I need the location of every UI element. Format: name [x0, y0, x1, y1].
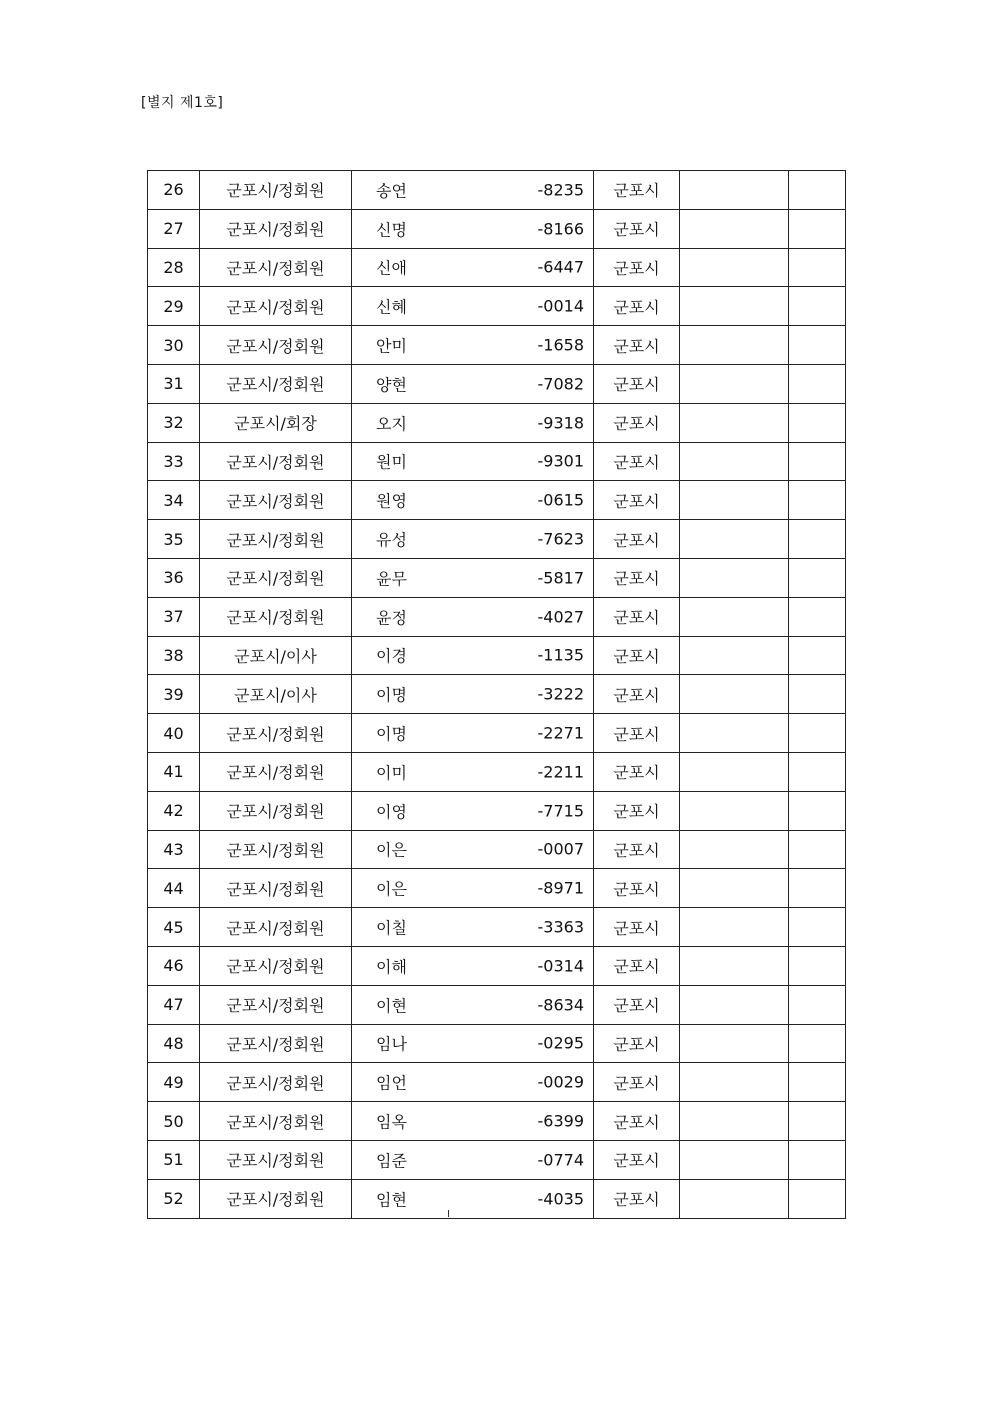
row-empty-cell [789, 1140, 846, 1179]
row-empty-cell [680, 830, 789, 869]
row-affiliation: 군포시/정회원 [200, 752, 352, 791]
table-row [148, 558, 846, 597]
table-row [148, 171, 846, 210]
row-phone: -7082 [537, 374, 584, 394]
row-name-phone-cell [352, 1102, 594, 1141]
table-row [148, 520, 846, 559]
row-affiliation: 군포시/정회원 [200, 171, 352, 210]
row-phone: -8971 [537, 878, 584, 898]
row-number: 33 [148, 442, 200, 481]
table-edge-mark [448, 1210, 449, 1217]
row-name: 이영 [376, 802, 407, 822]
row-empty-cell [680, 1140, 789, 1179]
row-name: 송연 [376, 181, 407, 201]
table-row [148, 1179, 846, 1218]
row-empty-cell [680, 171, 789, 210]
table-row [148, 714, 846, 753]
row-city: 군포시 [594, 869, 680, 908]
row-city: 군포시 [594, 597, 680, 636]
row-empty-cell [789, 1024, 846, 1063]
row-empty-cell [789, 209, 846, 248]
row-number: 29 [148, 287, 200, 326]
row-phone: -8166 [537, 219, 584, 239]
member-roster-table [147, 170, 846, 1219]
row-name-phone-cell [352, 908, 594, 947]
redaction-mask [411, 1102, 535, 1141]
row-number: 27 [148, 209, 200, 248]
row-name-phone-cell [352, 714, 594, 753]
row-name-phone-cell [352, 869, 594, 908]
row-name-phone-cell [352, 442, 594, 481]
row-name: 이명 [376, 724, 407, 744]
redaction-mask [411, 597, 535, 636]
row-name: 임현 [376, 1190, 407, 1210]
row-empty-cell [789, 442, 846, 481]
row-affiliation: 군포시/정회원 [200, 597, 352, 636]
table-row [148, 364, 846, 403]
row-name-phone-cell [352, 1063, 594, 1102]
row-name-phone-cell [352, 248, 594, 287]
table-row [148, 481, 846, 520]
row-empty-cell [680, 714, 789, 753]
row-name: 임준 [376, 1151, 407, 1171]
row-affiliation: 군포시/정회원 [200, 364, 352, 403]
row-empty-cell [789, 908, 846, 947]
row-phone: -7715 [537, 801, 584, 821]
row-city: 군포시 [594, 364, 680, 403]
row-phone: -4035 [537, 1189, 584, 1209]
table-row [148, 442, 846, 481]
row-empty-cell [680, 752, 789, 791]
row-number: 45 [148, 908, 200, 947]
redaction-mask [411, 714, 535, 753]
row-name-phone-cell [352, 675, 594, 714]
row-empty-cell [789, 830, 846, 869]
redaction-mask [411, 1063, 535, 1102]
redaction-mask [411, 675, 535, 714]
row-number: 28 [148, 248, 200, 287]
row-name-phone-cell [352, 326, 594, 365]
row-empty-cell [680, 248, 789, 287]
row-phone: -2211 [537, 762, 584, 782]
table-row [148, 287, 846, 326]
row-empty-cell [789, 985, 846, 1024]
row-empty-cell [789, 248, 846, 287]
redaction-mask [411, 636, 535, 675]
row-name: 신혜 [376, 297, 407, 317]
row-name: 이은 [376, 879, 407, 899]
row-name-phone-cell [352, 287, 594, 326]
row-name-phone-cell [352, 1140, 594, 1179]
row-affiliation: 군포시/정회원 [200, 1179, 352, 1218]
row-city: 군포시 [594, 1102, 680, 1141]
row-city: 군포시 [594, 326, 680, 365]
row-empty-cell [789, 558, 846, 597]
row-empty-cell [789, 403, 846, 442]
row-empty-cell [789, 287, 846, 326]
row-name-phone-cell [352, 830, 594, 869]
row-phone: -0014 [537, 296, 584, 316]
row-city: 군포시 [594, 248, 680, 287]
row-name-phone-cell [352, 636, 594, 675]
table-row [148, 908, 846, 947]
row-phone: -0615 [537, 490, 584, 510]
row-affiliation: 군포시/정회원 [200, 985, 352, 1024]
row-phone: -1135 [537, 645, 584, 665]
row-affiliation: 군포시/회장 [200, 403, 352, 442]
row-phone: -6447 [537, 257, 584, 277]
row-name-phone-cell [352, 209, 594, 248]
row-city: 군포시 [594, 209, 680, 248]
row-city: 군포시 [594, 1063, 680, 1102]
redaction-mask [411, 403, 535, 442]
row-city: 군포시 [594, 830, 680, 869]
table-row [148, 946, 846, 985]
row-affiliation: 군포시/정회원 [200, 209, 352, 248]
row-city: 군포시 [594, 1140, 680, 1179]
row-affiliation: 군포시/정회원 [200, 1063, 352, 1102]
row-name: 신애 [376, 258, 407, 278]
row-city: 군포시 [594, 714, 680, 753]
row-empty-cell [789, 481, 846, 520]
row-name: 이칠 [376, 918, 407, 938]
row-phone: -9301 [537, 451, 584, 471]
row-phone: -2271 [537, 723, 584, 743]
row-empty-cell [680, 1102, 789, 1141]
row-number: 34 [148, 481, 200, 520]
row-city: 군포시 [594, 558, 680, 597]
row-affiliation: 군포시/이사 [200, 636, 352, 675]
row-name-phone-cell [352, 597, 594, 636]
row-name: 오지 [376, 414, 407, 434]
row-empty-cell [680, 520, 789, 559]
row-phone: -8235 [537, 180, 584, 200]
row-empty-cell [680, 364, 789, 403]
redaction-mask [411, 1179, 535, 1218]
row-empty-cell [680, 791, 789, 830]
row-city: 군포시 [594, 481, 680, 520]
row-city: 군포시 [594, 520, 680, 559]
row-number: 30 [148, 326, 200, 365]
row-affiliation: 군포시/이사 [200, 675, 352, 714]
row-name: 양현 [376, 375, 407, 395]
row-number: 49 [148, 1063, 200, 1102]
row-number: 42 [148, 791, 200, 830]
redaction-mask [411, 481, 535, 520]
redaction-mask [411, 791, 535, 830]
row-empty-cell [789, 1063, 846, 1102]
row-affiliation: 군포시/정회원 [200, 946, 352, 985]
row-number: 50 [148, 1102, 200, 1141]
row-number: 51 [148, 1140, 200, 1179]
row-phone: -7623 [537, 529, 584, 549]
row-city: 군포시 [594, 403, 680, 442]
row-phone: -0007 [537, 839, 584, 859]
row-empty-cell [680, 403, 789, 442]
row-name: 이명 [376, 685, 407, 705]
row-phone: -5817 [537, 568, 584, 588]
row-number: 39 [148, 675, 200, 714]
table-row [148, 1024, 846, 1063]
redaction-mask [411, 752, 535, 791]
row-name-phone-cell [352, 481, 594, 520]
row-city: 군포시 [594, 171, 680, 210]
row-affiliation: 군포시/정회원 [200, 714, 352, 753]
redaction-mask [411, 946, 535, 985]
row-name: 유성 [376, 530, 407, 550]
row-phone: -0029 [537, 1072, 584, 1092]
row-empty-cell [680, 946, 789, 985]
row-name: 원영 [376, 491, 407, 511]
row-number: 40 [148, 714, 200, 753]
table-row [148, 1102, 846, 1141]
row-empty-cell [789, 675, 846, 714]
row-number: 26 [148, 171, 200, 210]
row-number: 37 [148, 597, 200, 636]
table-row [148, 597, 846, 636]
row-empty-cell [680, 287, 789, 326]
row-empty-cell [680, 675, 789, 714]
redaction-mask [411, 248, 535, 287]
row-name: 윤정 [376, 608, 407, 628]
row-name: 신명 [376, 220, 407, 240]
row-affiliation: 군포시/정회원 [200, 869, 352, 908]
row-city: 군포시 [594, 908, 680, 947]
attachment-label: [별지 제1호] [141, 95, 224, 111]
row-name: 이은 [376, 840, 407, 860]
row-name-phone-cell [352, 403, 594, 442]
row-number: 47 [148, 985, 200, 1024]
redaction-mask [411, 442, 535, 481]
row-name-phone-cell [352, 1024, 594, 1063]
table-row [148, 248, 846, 287]
row-empty-cell [789, 946, 846, 985]
table-row [148, 636, 846, 675]
row-affiliation: 군포시/정회원 [200, 1102, 352, 1141]
row-empty-cell [680, 209, 789, 248]
row-city: 군포시 [594, 1024, 680, 1063]
row-city: 군포시 [594, 946, 680, 985]
redaction-mask [411, 209, 535, 248]
row-city: 군포시 [594, 791, 680, 830]
row-name: 임나 [376, 1034, 407, 1054]
row-number: 44 [148, 869, 200, 908]
row-name: 임언 [376, 1073, 407, 1093]
row-empty-cell [789, 326, 846, 365]
table-row [148, 1140, 846, 1179]
redaction-mask [411, 364, 535, 403]
row-empty-cell [789, 520, 846, 559]
row-name: 이미 [376, 763, 407, 783]
row-city: 군포시 [594, 287, 680, 326]
row-empty-cell [680, 985, 789, 1024]
row-affiliation: 군포시/정회원 [200, 908, 352, 947]
row-city: 군포시 [594, 442, 680, 481]
row-city: 군포시 [594, 752, 680, 791]
row-empty-cell [680, 442, 789, 481]
row-name-phone-cell [352, 946, 594, 985]
table-row [148, 752, 846, 791]
row-phone: -0314 [537, 956, 584, 976]
row-phone: -1658 [537, 335, 584, 355]
row-name-phone-cell [352, 558, 594, 597]
row-name-phone-cell [352, 171, 594, 210]
row-phone: -3222 [537, 684, 584, 704]
row-affiliation: 군포시/정회원 [200, 791, 352, 830]
redaction-mask [411, 326, 535, 365]
redaction-mask [411, 830, 535, 869]
row-name-phone-cell [352, 364, 594, 403]
row-number: 32 [148, 403, 200, 442]
row-affiliation: 군포시/정회원 [200, 481, 352, 520]
row-name: 원미 [376, 452, 407, 472]
row-empty-cell [789, 1102, 846, 1141]
row-empty-cell [680, 908, 789, 947]
roster-body [148, 171, 846, 1219]
table-row [148, 403, 846, 442]
row-number: 41 [148, 752, 200, 791]
row-phone: -8634 [537, 995, 584, 1015]
table-row [148, 830, 846, 869]
row-name: 안미 [376, 336, 407, 356]
row-empty-cell [789, 1179, 846, 1218]
row-empty-cell [680, 1024, 789, 1063]
row-affiliation: 군포시/정회원 [200, 830, 352, 869]
table-row [148, 209, 846, 248]
row-number: 38 [148, 636, 200, 675]
row-name-phone-cell [352, 752, 594, 791]
redaction-mask [411, 520, 535, 559]
row-empty-cell [789, 171, 846, 210]
row-number: 31 [148, 364, 200, 403]
row-empty-cell [680, 869, 789, 908]
redaction-mask [411, 985, 535, 1024]
row-name-phone-cell [352, 985, 594, 1024]
row-empty-cell [789, 869, 846, 908]
table-row [148, 791, 846, 830]
row-number: 52 [148, 1179, 200, 1218]
row-affiliation: 군포시/정회원 [200, 558, 352, 597]
row-name-phone-cell [352, 791, 594, 830]
row-empty-cell [789, 752, 846, 791]
row-name: 임옥 [376, 1112, 407, 1132]
row-phone: -0774 [537, 1150, 584, 1170]
row-phone: -6399 [537, 1111, 584, 1131]
table-row [148, 326, 846, 365]
row-empty-cell [789, 597, 846, 636]
row-affiliation: 군포시/정회원 [200, 520, 352, 559]
redaction-mask [411, 869, 535, 908]
row-empty-cell [789, 791, 846, 830]
row-number: 35 [148, 520, 200, 559]
row-empty-cell [680, 481, 789, 520]
redaction-mask [411, 171, 535, 210]
redaction-mask [411, 287, 535, 326]
table-row [148, 985, 846, 1024]
row-empty-cell [680, 326, 789, 365]
row-name: 이현 [376, 996, 407, 1016]
table-row [148, 869, 846, 908]
row-affiliation: 군포시/정회원 [200, 1140, 352, 1179]
row-phone: -0295 [537, 1033, 584, 1053]
row-phone: -9318 [537, 413, 584, 433]
row-number: 43 [148, 830, 200, 869]
redaction-mask [411, 908, 535, 947]
redaction-mask [411, 1140, 535, 1179]
row-affiliation: 군포시/정회원 [200, 442, 352, 481]
row-city: 군포시 [594, 636, 680, 675]
row-name-phone-cell [352, 520, 594, 559]
row-phone: -3363 [537, 917, 584, 937]
row-name: 이경 [376, 646, 407, 666]
row-city: 군포시 [594, 675, 680, 714]
table-row [148, 1063, 846, 1102]
row-name: 이해 [376, 957, 407, 977]
row-empty-cell [789, 636, 846, 675]
row-empty-cell [680, 558, 789, 597]
row-empty-cell [680, 1063, 789, 1102]
row-name: 윤무 [376, 569, 407, 589]
row-name-phone-cell [352, 1179, 594, 1218]
row-number: 46 [148, 946, 200, 985]
row-empty-cell [789, 714, 846, 753]
table-row [148, 675, 846, 714]
row-empty-cell [680, 636, 789, 675]
row-number: 48 [148, 1024, 200, 1063]
row-number: 36 [148, 558, 200, 597]
row-affiliation: 군포시/정회원 [200, 248, 352, 287]
row-empty-cell [680, 597, 789, 636]
redaction-mask [411, 558, 535, 597]
row-affiliation: 군포시/정회원 [200, 287, 352, 326]
row-city: 군포시 [594, 1179, 680, 1218]
row-affiliation: 군포시/정회원 [200, 326, 352, 365]
row-empty-cell [680, 1179, 789, 1218]
row-empty-cell [789, 364, 846, 403]
row-city: 군포시 [594, 985, 680, 1024]
row-affiliation: 군포시/정회원 [200, 1024, 352, 1063]
redaction-mask [411, 1024, 535, 1063]
row-phone: -4027 [537, 607, 584, 627]
